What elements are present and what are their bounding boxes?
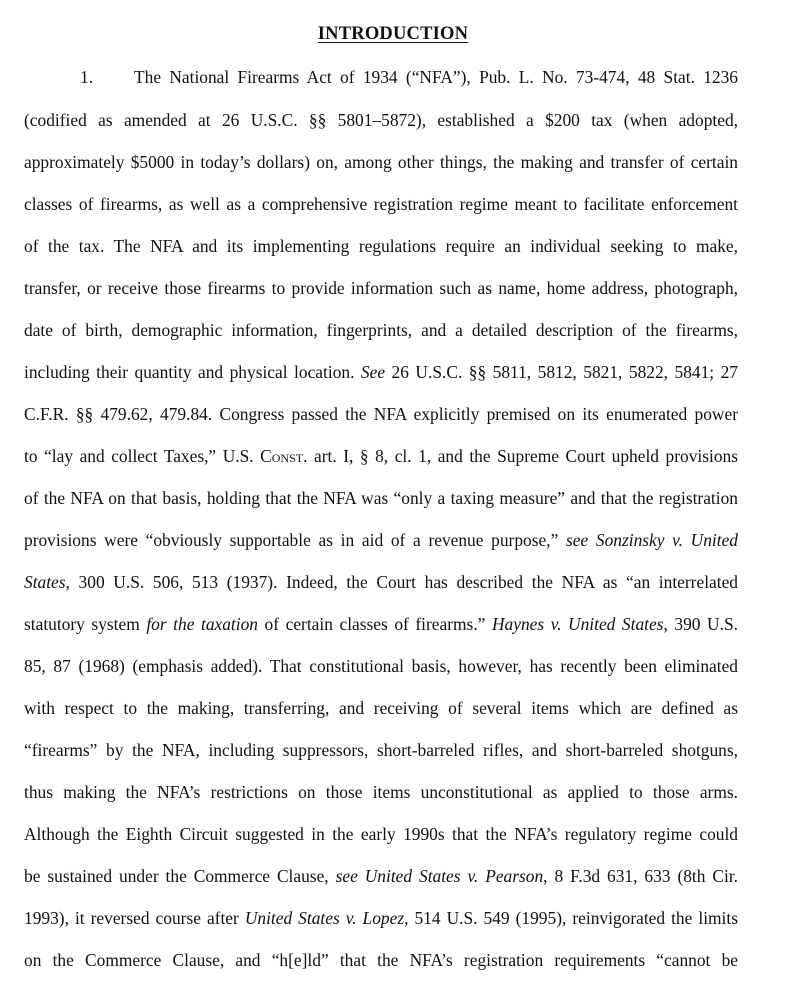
- text-line-13: [24, 571, 738, 593]
- text-segment: including their quantity and physical location.: [24, 362, 361, 382]
- text-line-7: date of birth, demographic information, fingerprints, and a detailed description of the firearms,: [24, 320, 738, 340]
- text-line-22: on the Commerce Clause, and “h[e]ld” that the NFA’s registration requirements “cannot be: [24, 950, 738, 970]
- text-segment: provisions were “obviously supportable as in aid of a revenue purpose,”: [24, 530, 566, 550]
- case-name: see United States v. Pearson: [335, 866, 544, 886]
- text-line-9: C.F.R. §§ 479.62, 479.84. Congress passed the NFA explicitly premised on its enumerated power: [24, 404, 738, 424]
- text-line-17: “firearms” by the NFA, including suppressors, short-barreled rifles, and short-barreled shotguns,: [24, 740, 738, 760]
- text-segment: statutory system: [24, 614, 147, 634]
- paragraph-number: 1.: [80, 67, 94, 87]
- section-heading: INTRODUCTION: [317, 24, 469, 44]
- citation-signal: See: [360, 362, 386, 382]
- text-line-14: [24, 613, 738, 635]
- text-segment: , 390 U.S.: [663, 614, 738, 634]
- text-segment: to “lay and collect Taxes,” U.S.: [24, 446, 261, 466]
- text-segment: , 300 U.S. 506, 513 (1937). Indeed, the Court has described the NFA as “an interrelated: [65, 572, 738, 592]
- text-line-16: with respect to the making, transferring, and receiving of several items which are defined as: [24, 698, 738, 718]
- text-line-11: of the NFA on that basis, holding that the NFA was “only a taxing measure” and that the registration: [24, 488, 738, 508]
- text-segment: , 514 U.S. 549 (1995), reinvigorated the limits: [404, 908, 738, 928]
- text-line-18: thus making the NFA’s restrictions on those items unconstitutional as applied to those arms.: [24, 782, 738, 802]
- case-name: United States v. Lopez: [244, 908, 405, 928]
- text-line-6: transfer, or receive those firearms to provide information such as name, home address, photograph,: [24, 278, 738, 298]
- case-name: see Sonzinsky v. United: [566, 530, 738, 550]
- text-line-20: [24, 865, 738, 887]
- text-line-12: [24, 529, 738, 551]
- text-line-10: [24, 445, 738, 467]
- text-segment: 26 U.S.C. §§ 5811, 5812, 5821, 5822, 5841; 27: [385, 362, 738, 382]
- text-line-21: [24, 907, 738, 929]
- case-name: States: [24, 572, 66, 592]
- text-line-1: The National Firearms Act of 1934 (“NFA”), Pub. L. No. 73-474, 48 Stat. 1236: [134, 67, 738, 87]
- text-line-15: 85, 87 (1968) (emphasis added). That constitutional basis, however, has recently been eliminated: [24, 656, 738, 676]
- text-line-4: classes of firearms, as well as a comprehensive registration regime meant to facilitate enforcement: [24, 194, 738, 214]
- text-line-2: (codified as amended at 26 U.S.C. §§ 5801–5872), established a $200 tax (when adopted,: [24, 110, 738, 130]
- text-segment: of certain classes of firearms.”: [257, 614, 492, 634]
- text-segment: . art. I, § 8, cl. 1, and the Supreme Court upheld provisions: [303, 446, 738, 466]
- text-segment: 1993), it reversed course after: [24, 908, 245, 928]
- text-segment: be sustained under the Commerce Clause,: [24, 866, 336, 886]
- text-segment: , 8 F.3d 631, 633 (8th Cir.: [543, 866, 738, 886]
- text-line-5: of the tax. The NFA and its implementing regulations require an individual seeking to make,: [24, 236, 738, 256]
- small-caps-citation: Const: [260, 446, 304, 466]
- text-line-3: approximately $5000 in today’s dollars) on, among other things, the making and transfer of certain: [24, 152, 738, 172]
- text-line-8: [24, 361, 738, 383]
- case-name: Haynes v. United States: [491, 614, 664, 634]
- emphasis-text: for the taxation: [146, 614, 258, 634]
- text-line-19: Although the Eighth Circuit suggested in the early 1990s that the NFA’s regulatory regime could: [24, 824, 738, 844]
